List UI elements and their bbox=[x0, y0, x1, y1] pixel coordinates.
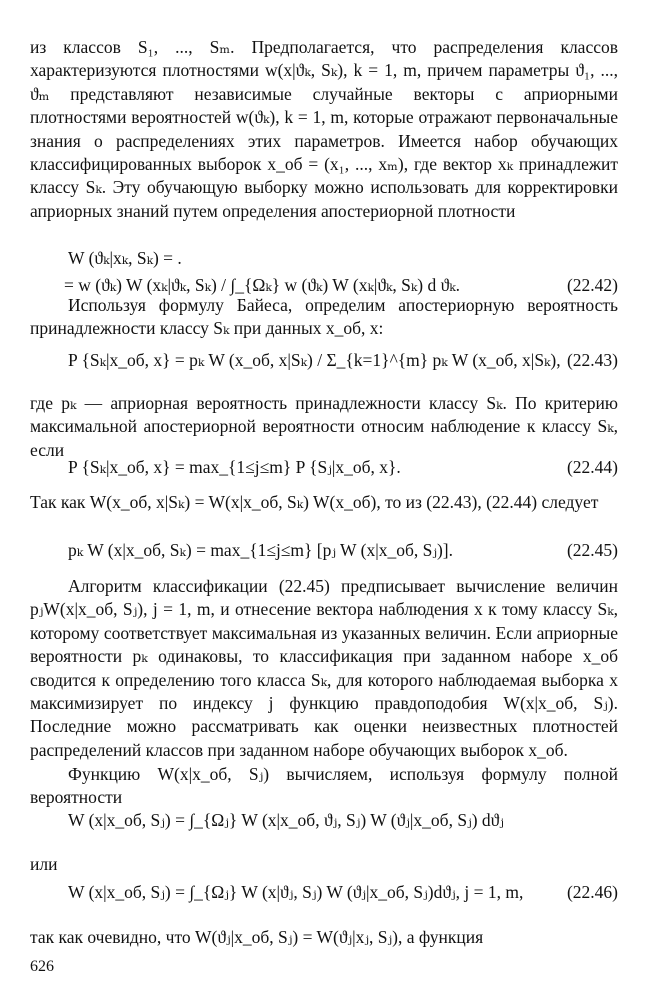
page-number: 626 bbox=[30, 958, 54, 975]
equation-unnumbered-body: W (x|x_об, Sⱼ) = ∫_{Ωⱼ} W (x|x_об, ϑⱼ, Sⱼ) W (ϑⱼ|x_об, Sⱼ) dϑⱼ bbox=[68, 810, 504, 830]
equation-22-45 bbox=[30, 538, 618, 566]
paragraph-algorithm: Алгоритм классификации (22.45) предписывает вычисление величин pⱼW(x|x_об, Sⱼ), j = 1, m, и отнесение вектора наблюдения x к тому классу Sₖ, которому соответствует максимальная из указанных величин. Если априорные вероятности pₖ одинаковы, то классификация при заданном наборе x_об сводится к определению того класса Sₖ, для которого наблюдаемая выборка x максимизирует по индексу j функцию правдоподобия W(x|x_об, Sⱼ). Последние можно рассматривать как оценки неизвестных плотностей распределений классов при заданном наборе обучающих выборок x_об. bbox=[30, 576, 618, 760]
equation-number: (22.45) bbox=[566, 540, 618, 560]
equation-22-42-line2: = w (ϑₖ) W (xₖ|ϑₖ, Sₖ) / ∫_{Ωₖ} w (ϑₖ) W (xₖ|ϑₖ, Sₖ) d ϑₖ. bbox=[64, 275, 460, 295]
equation-22-45-body: pₖ W (x|x_об, Sₖ) = max_{1≤j≤m} [pⱼ W (x|x_об, Sⱼ)]. bbox=[68, 540, 454, 560]
equation-22-46 bbox=[30, 880, 618, 912]
paragraph-prior: где pₖ — априорная вероятность принадлежности классу Sₖ. По критерию максимальной апостериорной вероятности относим наблюдение к классу Sₖ, если bbox=[30, 393, 618, 460]
paragraph-bayes: Используя формулу Байеса, определим апостериорную вероятность принадлежности классу Sₖ при данных x_об, x: bbox=[30, 295, 618, 339]
paragraph-since: Так как W(x_об, x|Sₖ) = W(x|x_об, Sₖ) W(x_об), то из (22.43), (22.44) следует bbox=[30, 492, 599, 512]
equation-22-43-body: P {Sₖ|x_об, x} = pₖ W (x_об, x|Sₖ) / Σ_{k=1}^{m} pₖ W (x_об, x|Sₖ), bbox=[68, 350, 561, 370]
equation-unnumbered bbox=[30, 808, 618, 840]
equation-22-42 bbox=[30, 246, 618, 300]
equation-number: (22.42) bbox=[566, 275, 618, 295]
equation-22-46-body: W (x|x_об, Sⱼ) = ∫_{Ωⱼ} W (x|ϑⱼ, Sⱼ) W (ϑⱼ|x_об, Sⱼ)dϑⱼ, j = 1, m, bbox=[68, 882, 524, 902]
paragraph-total-probability: Функцию W(x|x_об, Sⱼ) вычисляем, используя формулу полной вероятности bbox=[30, 764, 618, 808]
paragraph-intro: из классов S₁, ..., Sₘ. Предполагается, что распределения классов характеризуются плотностями w(x|ϑₖ, Sₖ), k = 1, m, причем параметры ϑ₁, ..., ϑₘ представляют независимые случайные векторы с априорными плотностями вероятностей w(ϑₖ), k = 1, m, которые отражают первоначальные знания о распределениях этих параметров. Имеется набор обучающих классифицированных выборок x_об = (x₁, ..., xₘ), где вектор xₖ принадлежит классу Sₖ. Эту обучающую выборку можно использовать для корректировки априорных знаний путем определения апостериорной плотности bbox=[30, 37, 618, 221]
paragraph-or: или bbox=[30, 854, 58, 874]
equation-number: (22.44) bbox=[566, 457, 618, 477]
equation-22-43 bbox=[30, 348, 618, 376]
paragraph-closing: так как очевидно, что W(ϑⱼ|x_об, Sⱼ) = W(ϑⱼ|xⱼ, Sⱼ), а функция bbox=[30, 927, 484, 947]
equation-number: (22.43) bbox=[566, 350, 618, 370]
equation-number: (22.46) bbox=[566, 882, 618, 902]
equation-22-44 bbox=[30, 455, 618, 483]
equation-22-42-line1: W (ϑₖ|xₖ, Sₖ) = . bbox=[68, 248, 182, 268]
equation-22-44-body: P {Sₖ|x_об, x} = max_{1≤j≤m} P {Sⱼ|x_об, x}. bbox=[68, 457, 401, 477]
